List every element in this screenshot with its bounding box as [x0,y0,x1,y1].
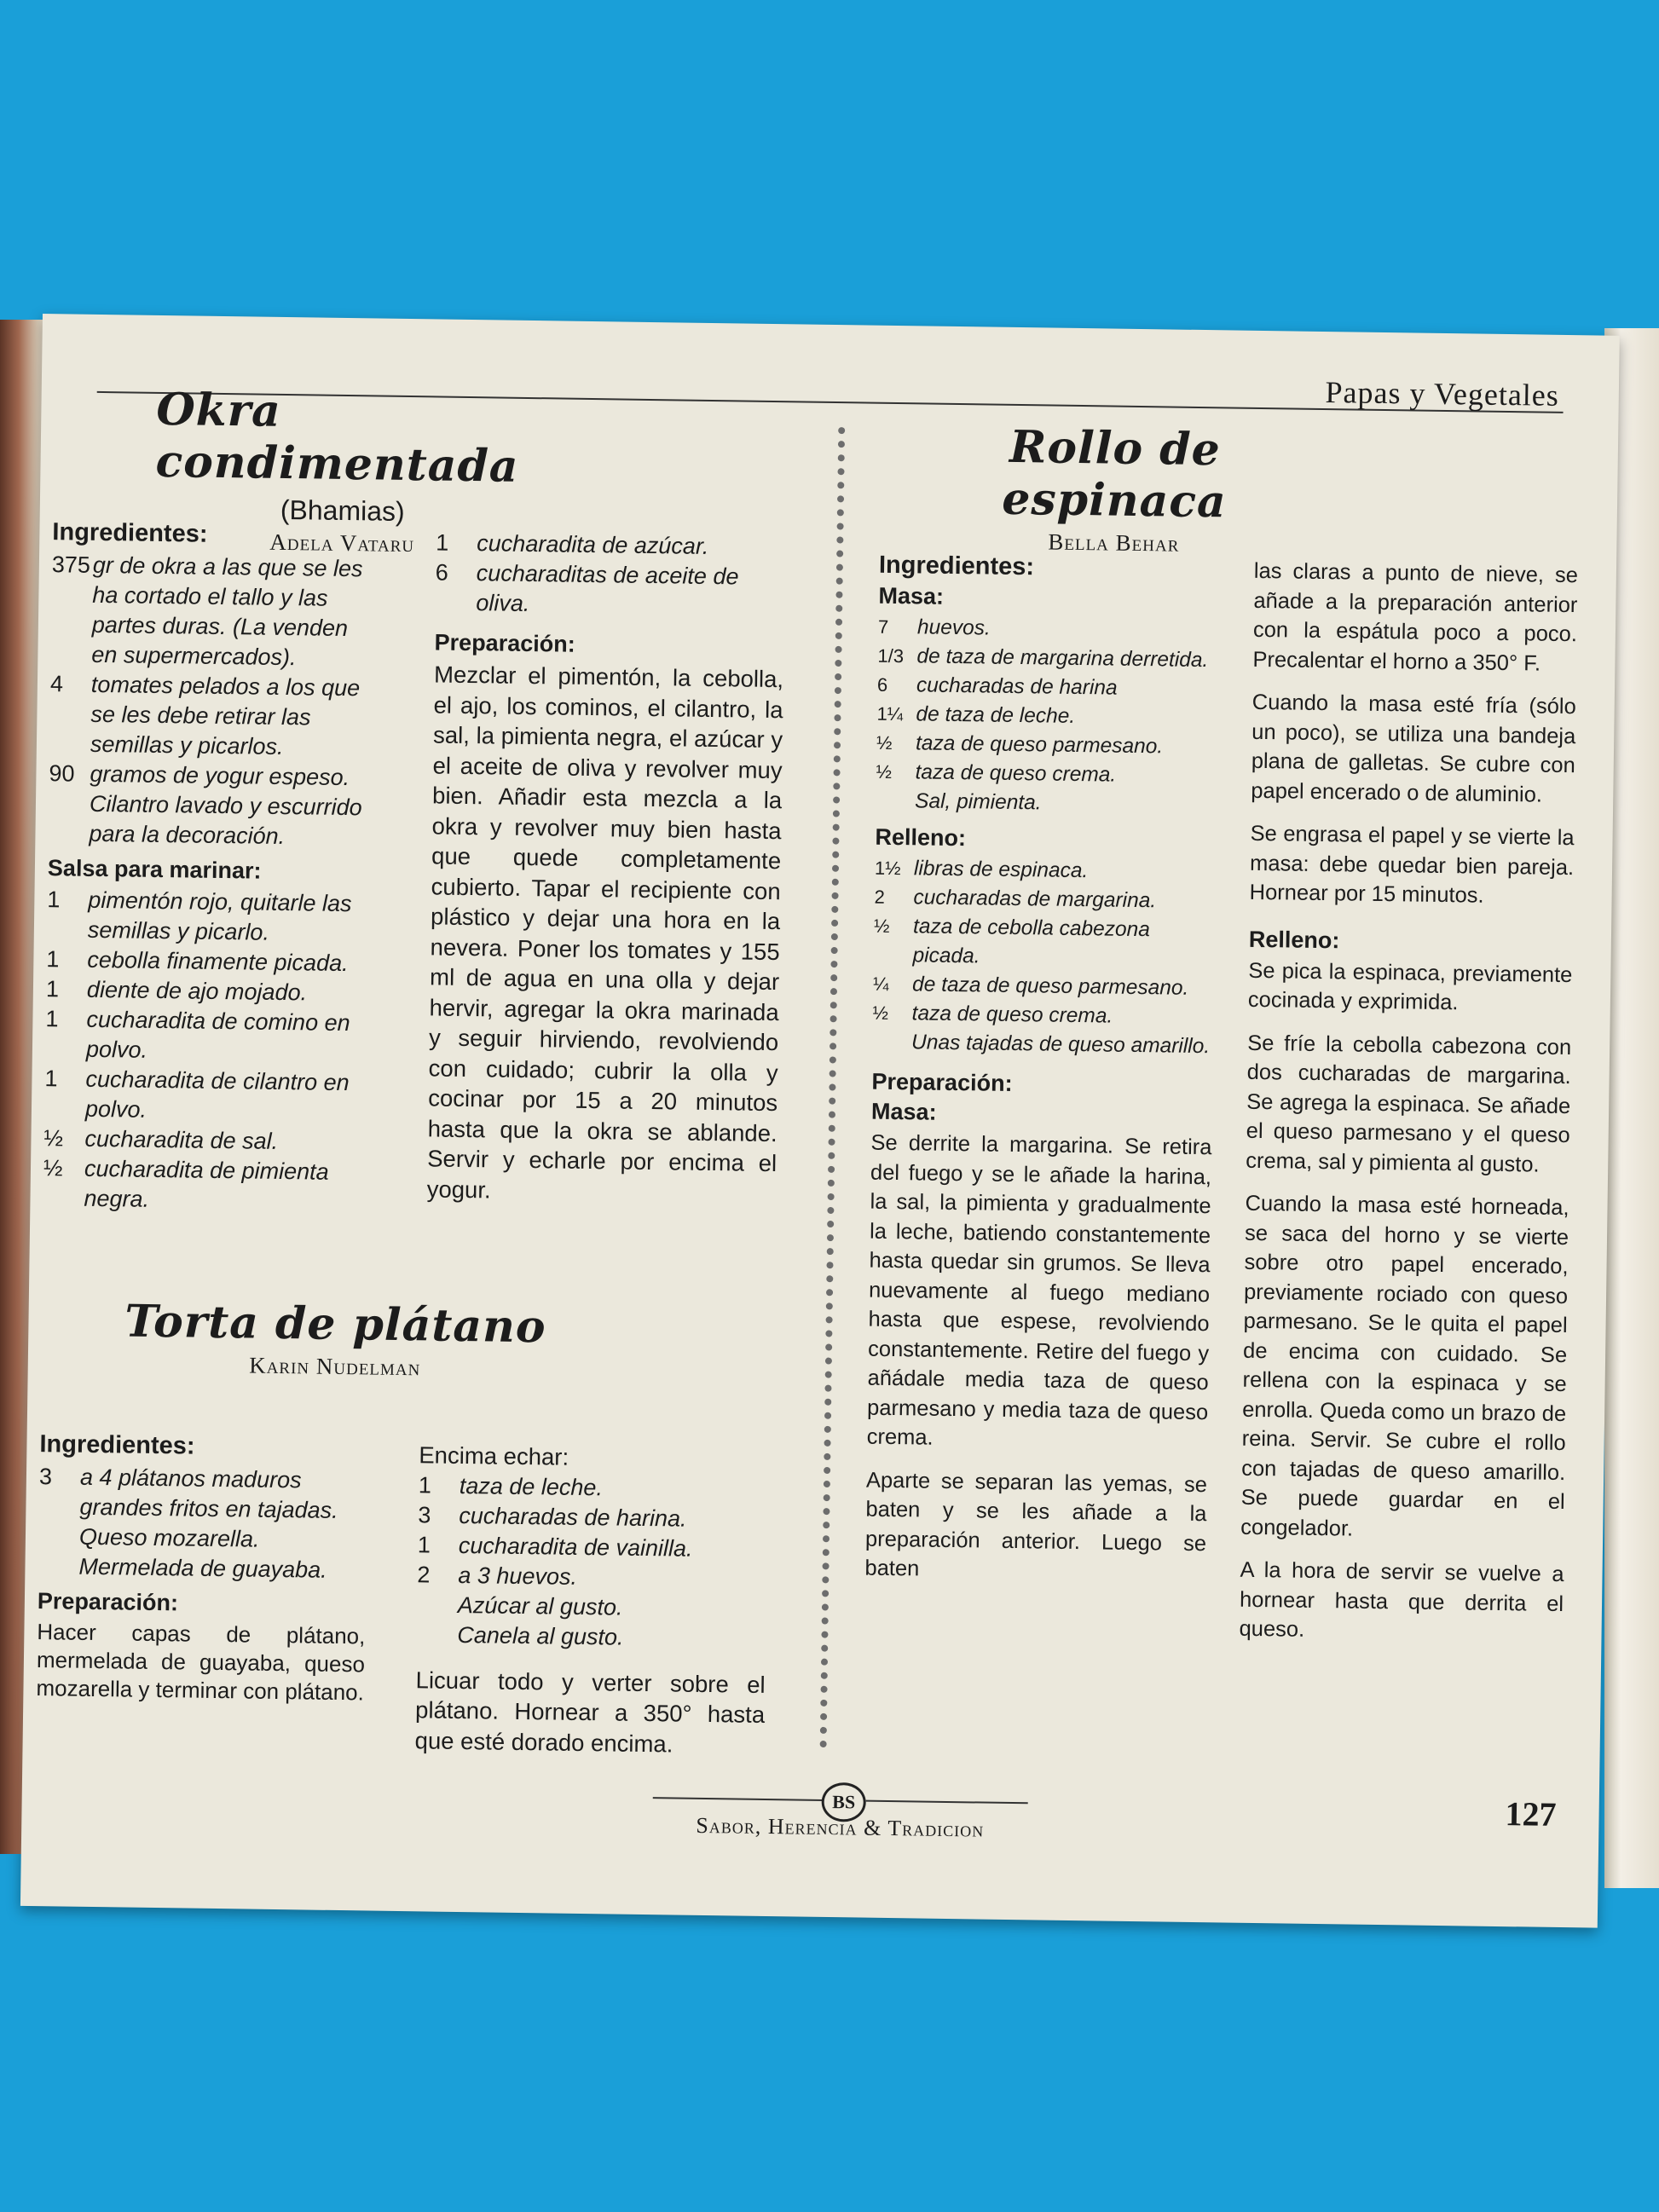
rollo-text-p4: Se pica la espinaca, previamente cocinada y exprimida. [1247,958,1573,1015]
list-item: 3 cucharadas de harina. [418,1501,687,1532]
footer-rule-left [653,1797,824,1801]
footer-rule-right [866,1800,1028,1805]
torta-topping-list [416,1470,768,1655]
recipe-author-okra: Adela Vataru [269,528,415,557]
ingredients-heading-torta: Ingredientes: [39,1430,195,1460]
rollo-masa-list [876,613,1219,821]
list-item: 6 cucharadas de harina [876,673,1118,700]
book-page [20,314,1620,1928]
list-item: ½ cucharadita de sal. [43,1125,279,1154]
rollo-prep-masa-text-2: Aparte se separan las yemas, se baten y se les añade a la preparación anterior. Luego se baten [864,1468,1208,1581]
sauce-heading: Salsa para marinar: [47,855,262,884]
torta-ingredients-column [36,1430,368,1720]
list-item: 1 cucharadita de vainilla. [417,1531,693,1562]
list-item: Queso mozarella. [78,1523,260,1552]
list-item: 375 gr de okra a las que se les ha cortado el tallo y las partes duras. (La venden en supermercados). [51,552,363,671]
rollo-prep-masa-text-1: Se derrite la margarina. Se retira del fuego y se le añade la harina, la sal, la pimienta y gradualmente la leche, batiendo constantemente hasta quedar sin grumos. Se lleva nuevamente al fuego mediano hasta que espese, revolviendo constantemente. Retire del fuego y añádale media taza de queso parmesano y media taza de queso crema. [866,1130,1212,1450]
list-item: 4 tomates pelados a los que se les debe retirar las semillas y picarlos. [49,671,361,759]
recipe-title-torta: Torta de plátano [124,1295,546,1354]
okra-more-ingredients [435,528,785,622]
publisher-logo: BS [821,1782,866,1822]
rollo-preparation-column [1239,557,1578,1662]
list-item: 1 taza de leche. [418,1471,604,1500]
torta-final-text: Licuar todo y verter sobre el plátano. Hornear a 350° hasta que esté dorado encima. [414,1666,766,1757]
prep-masa-heading: Masa: [870,1098,937,1125]
rollo-text-p3: Se engrasa el papel y se vierte la masa: debe quedar bien pareja. Hornear por 15 minutos. [1249,821,1575,908]
torta-ingredients-list [38,1462,367,1585]
okra-ingredients-list [48,550,372,852]
list-item: ¼ de taza de queso parmesano. [872,973,1189,1000]
rollo-text-p6: Cuando la masa esté horneada, se saca del horno y se vierte sobre otro papel encerado, previamente rociado con queso parmesano. Se le quita el papel de encima con cuidado. Se rellena con la espinaca y se enrolla. Queda como un brazo de reina. Servir. Se cubre el rollo con tajadas de queso amarillo. Se puede guardar en el congelador. [1240,1191,1569,1541]
preparation-heading-okra: Preparación: [434,629,575,657]
column-divider [820,427,846,1748]
relleno-heading: Relleno: [875,823,967,852]
list-item: ½ taza de queso crema. [872,1002,1113,1028]
section-header: Papas y Vegetales [1325,375,1560,413]
ingredients-heading-rollo: Ingredientes: [878,551,1035,581]
list-item: 2 a 3 huevos. [417,1561,578,1590]
list-item: Sal, pimienta. [914,789,1042,815]
list-item: 1 cucharadita de comino en polvo. [45,1006,350,1063]
list-item: Canela al gusto. [457,1621,624,1650]
list-item: 1 cucharadita de cilantro en polvo. [44,1066,350,1123]
list-item: 90 gramos de yogur espeso. Cilantro lavado y escurrido para la decoración. [49,760,362,850]
rollo-title-block [892,419,1337,559]
ingredients-heading-okra: Ingredientes: [52,518,208,548]
list-item: 1 cucharadita de azúcar. [436,529,709,559]
list-item: 1/3 de taza de margarina derretida. [877,644,1209,673]
list-item: 7 huevos. [877,615,991,640]
torta-topping-column [414,1440,768,1774]
list-item: Unas tajadas de queso amarillo. [910,1031,1211,1059]
rollo-text-p1: las claras a punto de nieve, se añade a la preparación anterior con la espátula poco a poco. Precalentar el horno a 350° F. [1252,558,1579,676]
recipe-subtitle-okra: (Bhamias) [280,494,405,527]
rollo-ingredients-column [864,552,1220,1602]
topping-heading: Encima echar: [419,1441,569,1470]
list-item: 1 cebolla finamente picada. [46,946,349,977]
rollo-text-p2: Cuando la masa esté fría (sólo un poco), se utiliza una bandeja plana de galletas. Se cubre con papel encerado o de aluminio. [1251,690,1576,807]
preparation-heading-rollo: Preparación: [871,1068,1013,1096]
masa-heading: Masa: [878,582,945,609]
rollo-text-p7: A la hora de servir se vuelve a hornear hasta que derrita el queso. [1239,1557,1564,1642]
list-item: ½ cucharadita de pimienta negra. [43,1155,329,1212]
okra-ingredients-column [43,518,372,1217]
list-item: 2 cucharadas de margarina. [874,886,1157,913]
list-item: Mermelada de guayaba. [78,1553,327,1583]
list-item: 1½ libras de espinaca. [874,857,1089,883]
recipe-author-torta: Karin Nudelman [248,1352,421,1381]
list-item: ½ taza de cebolla cabezona picada. [873,915,1151,968]
rollo-relleno-list [872,854,1216,1062]
recipe-author-rollo: Bella Behar [1048,528,1180,557]
okra-preparation-text: Mezclar el pimentón, la cebolla, el ajo, los cominos, el cilantro, la sal, la pimienta negra, el azúcar y el aceite de oliva y revolver muy bien. Añadir esta mezcla a la okra y revolver muy bien hasta que quede completamente cubierto. Tapar el recipiente con plástico y dejar una hora en la nevera. Poner los tomates y 155 ml de agua en una olla y dejar hervir, agregar la okra marinada y seguir hirviendo, revolviendo con cuidado; cubrir la olla y cocinar por 15 a 20 minutos hasta que la okra se ablande. Servir y echarle por encima el yogur. [426,661,784,1203]
recipe-title-rollo: Rollo de espinaca [1001,420,1228,528]
list-item: Azúcar al gusto. [457,1591,623,1620]
preparation-heading-torta: Preparación: [37,1588,179,1616]
list-item: 1¼ de taza de leche. [876,702,1076,728]
torta-title-block [113,1295,558,1383]
okra-preparation-column [426,528,785,1222]
okra-sauce-list [43,885,367,1217]
rollo-text-p5: Se fríe la cebolla cabezona con dos cucharadas de margarina. Se agrega la espinaca. Se añade el queso parmesano y el queso crema, sal y pimienta al gusto. [1246,1031,1572,1177]
torta-preparation-text: Hacer capas de plátano, mermelada de guayaba, queso mozarella y terminar con plátano. [36,1619,366,1706]
book-title-footer: Sabor, Herencia & Tradicion [696,1812,985,1842]
list-item: ½ taza de queso parmesano. [876,731,1164,759]
list-item: 1 diente de ajo mojado. [45,976,308,1006]
list-item: 6 cucharaditas de aceite de oliva. [435,559,739,617]
list-item: 1 pimentón rojo, quitarle las semillas y picarlo. [47,887,352,945]
page-number: 127 [1505,1794,1557,1834]
list-item: 3 a 4 plátanos maduros grandes fritos en tajadas. [38,1464,338,1523]
recipe-title-okra: Okra condimentada [155,383,519,493]
list-item: ½ taza de queso crema. [876,760,1117,787]
relleno-prep-heading: Relleno: [1248,926,1340,953]
